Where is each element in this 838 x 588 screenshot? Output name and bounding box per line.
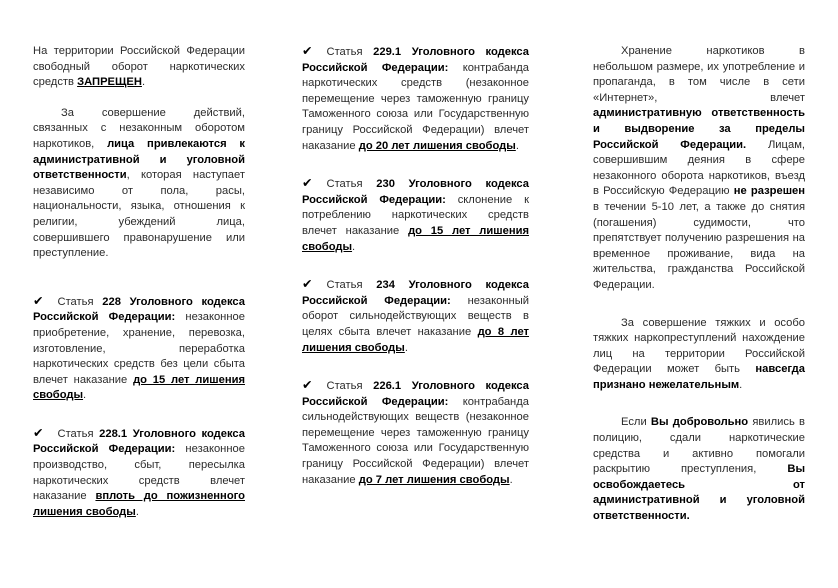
- article-prefix: Статья: [326, 380, 374, 393]
- grave-end: .: [739, 378, 743, 391]
- article-title: 230 Уголовного кодекса Российской Федерации:: [302, 178, 529, 206]
- article-body: контрабанда сильнодействующих веществ (незаконное перемещение через таможенную границу Таможенного союза или Государственную границу Российской Федерации) влечет наказание: [302, 395, 529, 486]
- article-penalty: вплоть до пожизненного лишения свободы: [33, 490, 245, 518]
- article-body: незаконное приобретение, хранение, перевозка, изготовление, переработка наркотических средств без цели сбыта влечет наказание: [33, 311, 245, 386]
- article-end: .: [83, 389, 87, 402]
- article-226-1: [302, 378, 529, 488]
- grave-crimes-paragraph: [593, 316, 805, 394]
- article-penalty: до 15 лет лишения свободы: [302, 224, 529, 253]
- article-penalty: до 20 лет лишения свободы: [358, 139, 516, 152]
- voluntary-surrender-paragraph: [593, 415, 805, 524]
- article-prefix: Статья: [326, 178, 377, 191]
- storage-bold-d: не разрешен: [733, 185, 806, 198]
- checkmark-icon: ✔: [302, 378, 313, 393]
- responsibility-text-c: , которая наступает независимо от пола, расы, национальности, языка, отношения к религии, убеждений лица, совершившего правонарушение или преступление.: [33, 169, 245, 260]
- intro-end: .: [141, 76, 146, 89]
- article-title: 228.1 Уголовного кодекса Российской Федерации:: [33, 427, 245, 456]
- storage-bold-b: административную ответственность и выдворение за пределы Российской Федерации.: [593, 107, 805, 151]
- article-prefix: Статья: [57, 295, 103, 308]
- storage-text-a: Хранение наркотиков в небольшом размере, их употребление и пропаганда, в том числе в сети «Интернет», влечет: [593, 45, 805, 104]
- voluntary-bold-b: Вы добровольно: [650, 416, 749, 429]
- voluntary-text-c: явились в полицию, сдали наркотические средства и активно помогали раскрытию преступления,: [593, 416, 805, 476]
- article-title: 226.1 Уголовного кодекса Российской Федерации:: [302, 380, 529, 408]
- article-end: .: [404, 341, 408, 354]
- article-body: склонение к потреблению наркотических средств влечет наказание: [302, 193, 529, 237]
- article-end: .: [352, 240, 356, 253]
- article-penalty: до 15 лет лишения свободы: [33, 373, 245, 402]
- article-230: [302, 176, 529, 255]
- storage-text-c: Лицам, совершившим деяния в сфере незаконного оборота наркотиков, въезд в Российскую Федерацию: [593, 138, 805, 198]
- intro-text: На территории Российской Федерации свободный оборот наркотических средств: [33, 45, 245, 89]
- article-228: [33, 294, 245, 404]
- responsibility-text-a: За совершение действий, связанных с незаконным оборотом наркотиков,: [33, 106, 245, 150]
- article-body: незаконный оборот сильнодействующих веществ в целях сбыта влечет наказание: [302, 294, 529, 338]
- intro-paragraph: [33, 44, 245, 91]
- storage-paragraph: [593, 44, 805, 294]
- article-body: незаконное производство, сбыт, пересылка наркотических средств влечет наказание: [33, 443, 245, 503]
- checkmark-icon: ✔: [302, 44, 313, 58]
- column-middle: [302, 44, 529, 488]
- grave-bold: навсегда признано нежелательным: [593, 363, 805, 391]
- grave-text-a: За совершение тяжких и особо тяжких наркопреступлений нахождение лиц на территории Российской Федерации может быть: [593, 316, 805, 376]
- checkmark-icon: ✔: [33, 425, 44, 440]
- article-prefix: Статья: [57, 427, 100, 440]
- article-229-1: [302, 44, 529, 154]
- column-right: [593, 44, 805, 525]
- article-prefix: Статья: [326, 279, 377, 292]
- article-title: 229.1 Уголовного кодекса Российской Федерации:: [302, 46, 529, 74]
- article-234: [302, 277, 529, 356]
- article-penalty: до 8 лет лишения свободы: [302, 325, 529, 354]
- responsibility-paragraph: [33, 106, 245, 262]
- article-228-1: [33, 426, 245, 521]
- voluntary-bold-d: Вы освобождаетесь от административной и уголовной ответственности.: [593, 463, 805, 523]
- checkmark-icon: ✔: [302, 176, 313, 191]
- article-prefix: Статья: [326, 46, 374, 58]
- column-left: [33, 44, 245, 520]
- checkmark-icon: ✔: [302, 277, 313, 292]
- article-end: .: [509, 473, 513, 486]
- article-end: .: [135, 505, 139, 518]
- checkmark-icon: ✔: [33, 293, 44, 308]
- intro-prohibited: ЗАПРЕЩЕН: [77, 76, 142, 89]
- responsibility-bold: лица привлекаются к административной и уголовной ответственности: [33, 137, 245, 182]
- storage-text-e: в течении 5-10 лет, а также до снятия (погашения) судимости, что препятствует получению разрешения на временное проживание, вида на жительства, гражданства Российской Федерации.: [593, 200, 805, 291]
- article-body: контрабанда наркотических средств (незаконное перемещение через таможенную границу Таможенного союза или Государственную границу Российской Федерации) влечет наказание: [302, 61, 529, 152]
- article-penalty: до 7 лет лишения свободы: [358, 473, 510, 486]
- article-title: 228 Уголовного кодекса Российской Федерации:: [33, 295, 245, 324]
- article-end: .: [515, 139, 519, 152]
- article-title: 234 Уголовного кодекса Российской Федерации:: [302, 279, 529, 307]
- voluntary-text-a: Если: [621, 416, 651, 429]
